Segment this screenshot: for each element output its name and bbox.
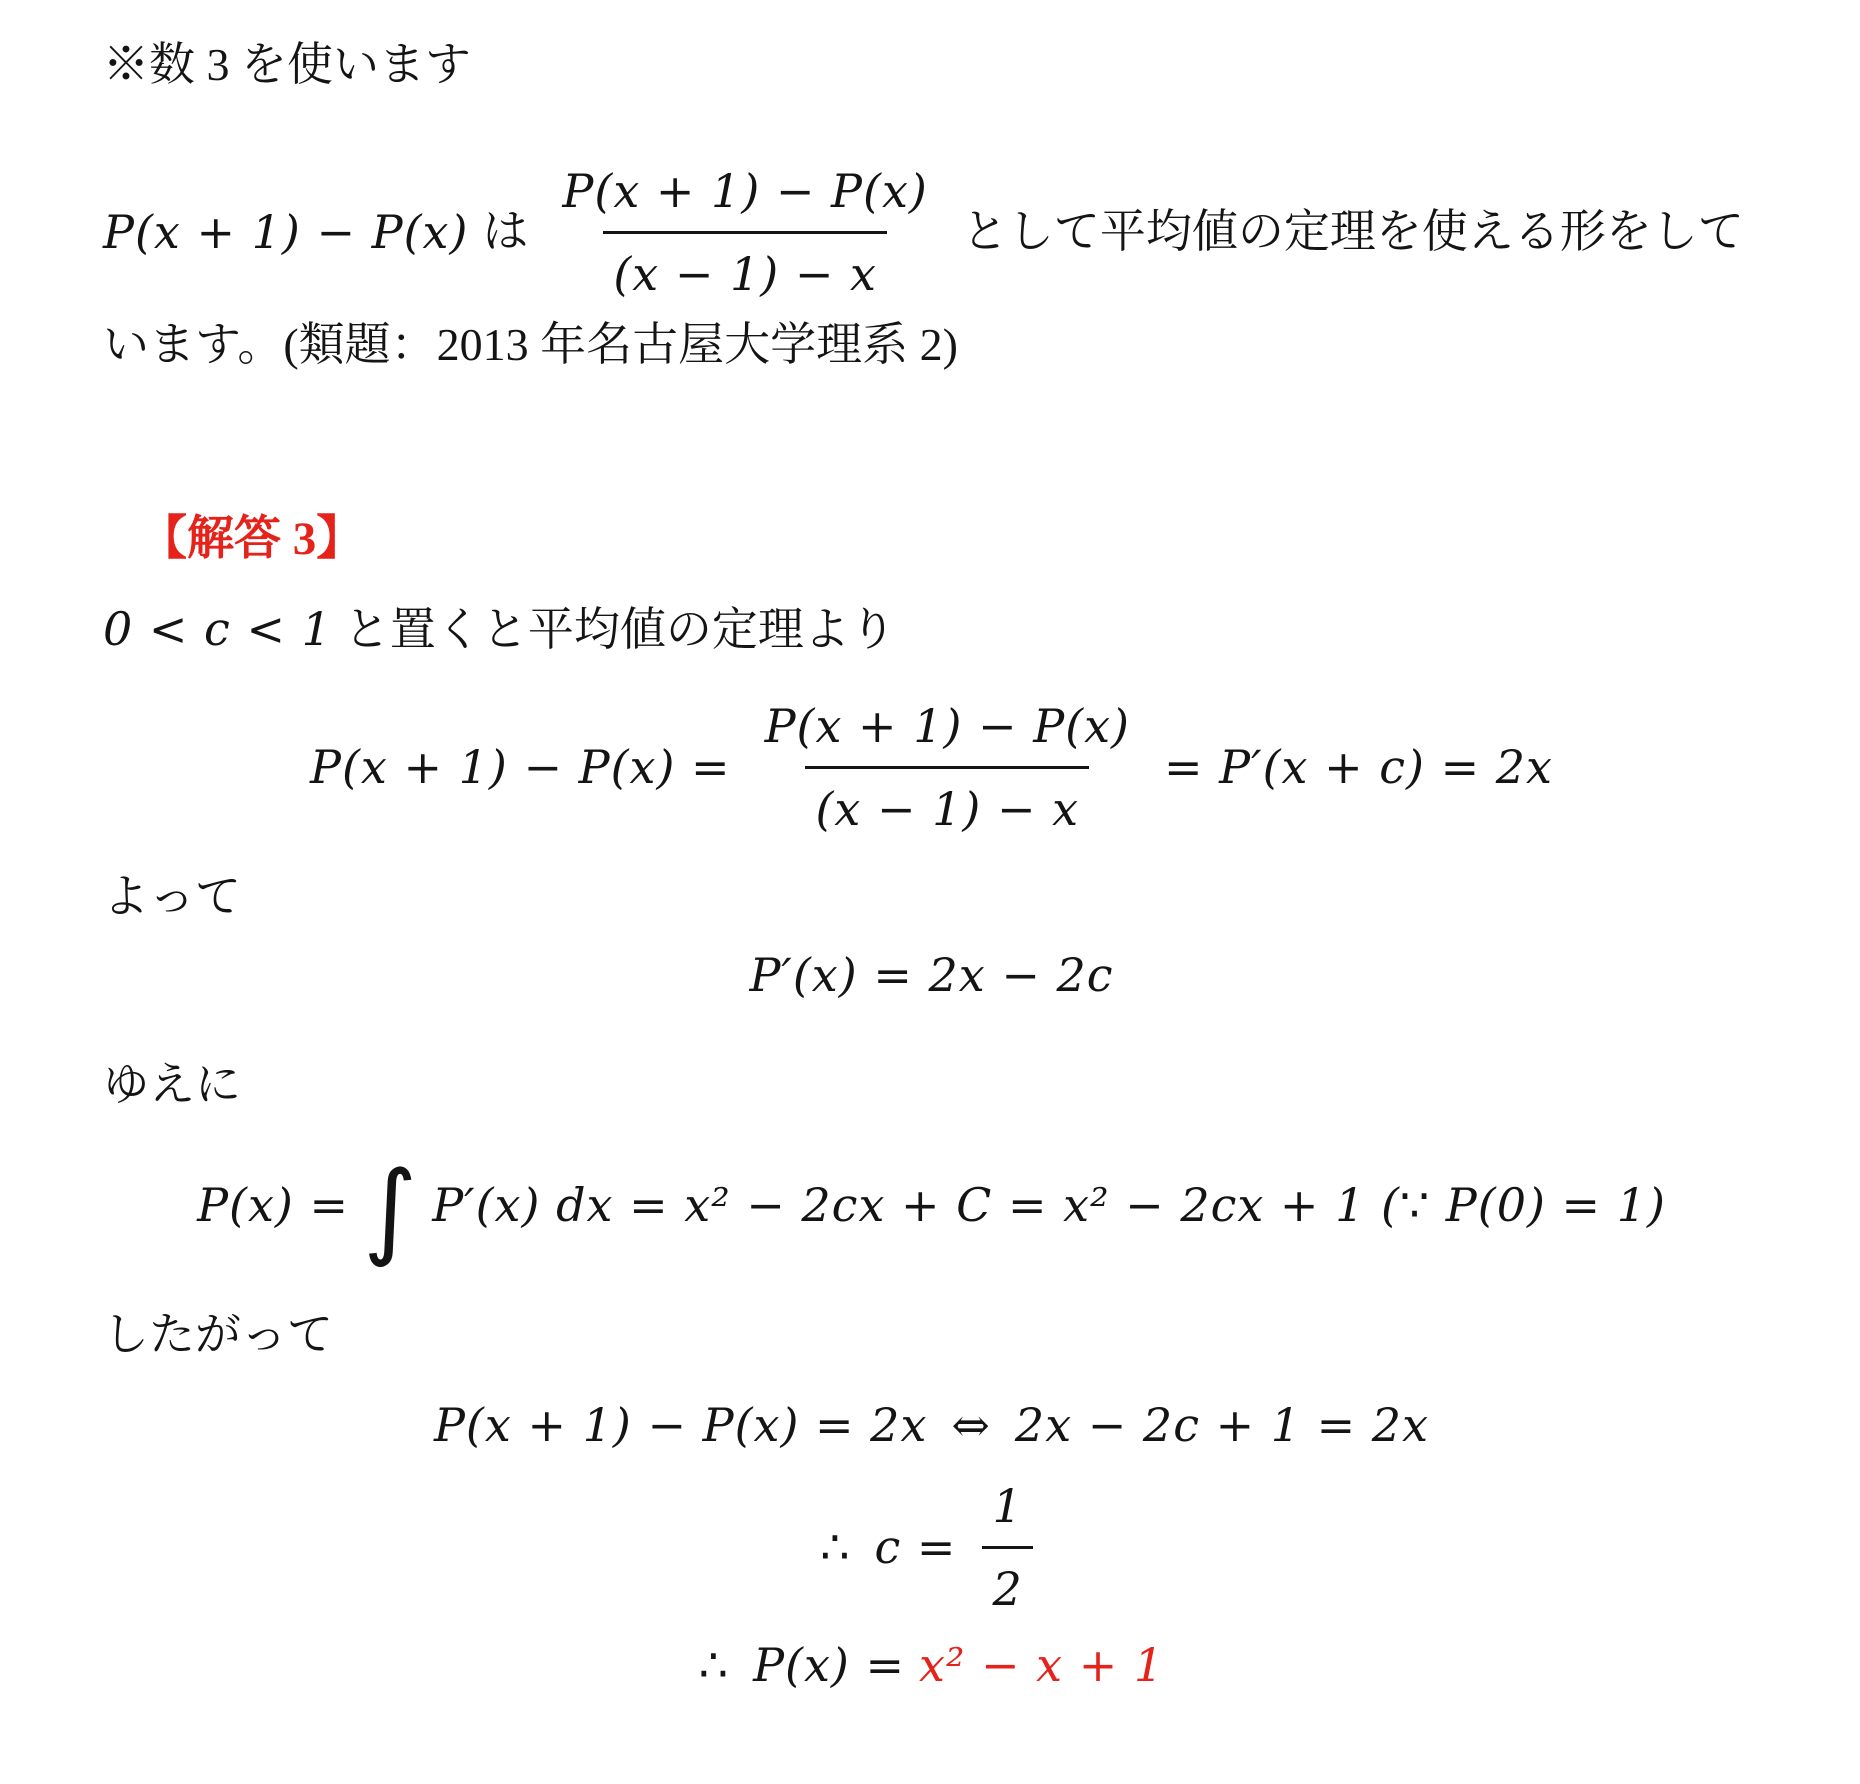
fraction-denominator: 2 (982, 1546, 1032, 1620)
equation-lhs: P(x + 1) − P(x) = (310, 740, 731, 795)
equation-fraction (755, 695, 1140, 840)
intro-paragraph (103, 152, 1760, 376)
equation-body: P′(x) = 2x − 2c (749, 948, 1114, 1002)
fraction-numerator: 1 (992, 1478, 1023, 1533)
intro-math-expression: P(x + 1) − P(x) (103, 205, 469, 260)
fraction-denominator: (x − 1) − x (805, 766, 1089, 840)
equation-equivalence (103, 1394, 1760, 1456)
equation-rhs: = P′(x + c) = 2x (1164, 740, 1553, 795)
fraction-denominator: (x − 1) − x (603, 231, 887, 305)
note-line: ※数 3 を使います (103, 39, 471, 90)
fraction-numerator: P(x + 1) − P(x) (562, 163, 928, 218)
answer-heading: 【解答 3】 (140, 513, 364, 566)
equation-c-value (103, 1472, 1760, 1622)
equation-mean-value-theorem (103, 695, 1760, 840)
intro-fraction (552, 160, 937, 305)
intro-line-2: います。(類題：2013 年名古屋大学理系 2) (103, 319, 958, 371)
final-answer-red: x² − x + 1 (919, 1638, 1165, 1693)
final-answer-lhs: ∴ P(x) = (698, 1638, 906, 1693)
setup-text: と置くと平均値の定理より (343, 603, 896, 655)
equation-pre: P(x) = (197, 1178, 350, 1233)
equation-body: P(x + 1) − P(x) = 2x ⇔ 2x − 2c + 1 = 2x (433, 1398, 1430, 1453)
connector-yueni: ゆえに (103, 1059, 241, 1111)
setup-line (103, 598, 1760, 661)
connector-shitagatte: したがって (103, 1309, 333, 1361)
equation-final-answer (103, 1634, 1760, 1696)
equation-pre: ∴ c = (820, 1520, 957, 1575)
intro-particle: は (482, 206, 529, 258)
connector-yotte: よって (103, 870, 241, 922)
equation-post: P′(x) dx = x² − 2cx + C = x² − 2cx + 1 (∵ P(0) = 1) (432, 1178, 1666, 1233)
c-value-fraction (982, 1475, 1032, 1620)
setup-inequality: 0 < c < 1 (103, 601, 332, 656)
intro-text-after: として平均値の定理を使える形をして (961, 206, 1744, 258)
intro-line-1 (103, 152, 1760, 312)
fraction-numerator: P(x + 1) − P(x) (764, 698, 1131, 753)
equation-derivative (103, 944, 1760, 1006)
equation-integral: P(x) = ∫ P′(x) dx = x² − 2cx + C = x² − 2cx + 1 (∵ P(0) = 1) (197, 1148, 1666, 1271)
